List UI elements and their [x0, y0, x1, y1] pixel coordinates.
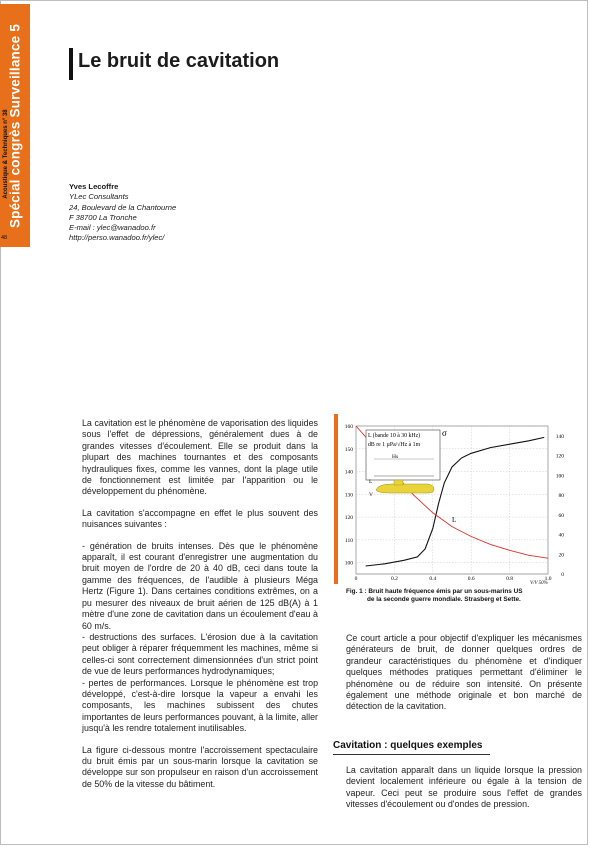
- inset-label-hs: Hs: [392, 454, 399, 460]
- y-left-tick-label: 140: [344, 469, 353, 476]
- paragraph: La figure ci-dessous montre l'accroissement spectaculaire du bruit émis par un sous-marin lorsque la cavitation se développe sur son propulseur en raison d'un accroissement de 50% de la vitesse du bâtiment.: [82, 744, 318, 789]
- author-name: Yves Lecoffre: [69, 182, 119, 191]
- page-title: Le bruit de cavitation: [78, 50, 280, 72]
- y-right-tick-label: 40: [558, 532, 564, 539]
- y-right-tick-label: 80: [558, 493, 564, 500]
- author-line: YLec Consultants: [69, 192, 129, 202]
- author-line: 24, Boulevard de la Chantourne: [69, 202, 177, 212]
- x-tick-label: 0.2: [390, 576, 398, 582]
- caption-line-2: de la seconde guerre mondiale. Strasberg et Sette.: [367, 596, 521, 603]
- paragraph: La cavitation apparaît dans un liquide lorsque la pression devient localement inférieure ou égale à la tension de vapeur. Ceci peut se produire sous l'effet de grandes vitesses d'écoulement ou d'ondes de pression.: [346, 765, 582, 810]
- inset-label-v: V: [369, 492, 373, 498]
- y-left-tick-label: 120: [344, 515, 353, 522]
- x-axis-label: V/V 50%: [530, 581, 548, 586]
- sidebar-band: [0, 4, 30, 247]
- sidebar-journal: Acoustique & Techniques n° 38: [3, 109, 9, 199]
- x-tick-label: 0.8: [506, 576, 514, 582]
- right-column-2: [346, 765, 582, 821]
- y-right-tick-label: 100: [555, 473, 564, 480]
- left-column: [82, 418, 318, 800]
- author-line: F 38700 La Tronche: [69, 212, 137, 222]
- inset-label-l: L: [369, 479, 373, 485]
- author-block: [69, 182, 176, 244]
- x-tick-label: 1.0: [544, 576, 552, 582]
- paragraph: Ce court article a pour objectif d'expliquer les mécanismes générateurs de bruit, de donner quelques ordres de grandeur caractéristiques du phénomène et d'indiquer quelques méthodes pratiques permettant d'éliminer le phénomène ou de réduire son intensité. On présente également une méthode originale et bon marché de détection de la cavitation.: [346, 633, 582, 712]
- sidebar-title: Spécial congrès Surveillance 5: [7, 23, 23, 229]
- legend-line-1: L (bande 10 à 30 kHz): [368, 433, 421, 439]
- x-tick-label: 0: [354, 576, 358, 582]
- x-tick-label: 0.4: [429, 576, 437, 582]
- legend-line-2: dB re 1 µPa/√Hz à 1m: [368, 442, 421, 448]
- figure-caption: [346, 588, 582, 604]
- sigma-label: σ: [442, 428, 447, 438]
- y-left-tick-label: 110: [344, 537, 353, 544]
- author-website[interactable]: http://perso.wanadoo.fr/ylec/: [69, 233, 165, 243]
- submarine-shape: [376, 484, 434, 493]
- paragraph: La cavitation est le phénomène de vaporisation des liquides sous l'effet de dépressions, généralement dues à de grandes vitesses d'écoulement. Elle se produit dans la plupart des machines tournantes et des composants hydrauliques fixes, comme les vannes, dont la plage utile de fonctionnement est limitée par l'apparition ou le développement du phénomène.: [82, 418, 318, 497]
- figure-chart: [334, 414, 584, 602]
- y-left-tick-label: 130: [344, 492, 353, 499]
- y-right-tick-label: 20: [558, 552, 564, 559]
- submarine-tower: [394, 480, 403, 485]
- l-curve-label: L: [452, 516, 457, 524]
- section-heading: Cavitation : quelques exemples: [333, 740, 490, 755]
- y-left-tick-label: 100: [344, 560, 353, 567]
- title-bar: [69, 48, 73, 80]
- y-right-tick-label: 120: [555, 453, 564, 460]
- page-number: 48: [1, 235, 8, 241]
- right-column: [346, 633, 582, 723]
- y-left-tick-label: 150: [344, 446, 353, 453]
- paragraph: - génération de bruits intenses. Dès que le phénomène apparaît, il est courant d'enregistrer une augmentation du bruit moyen de l'ordre de 20 à 40 dB, ceci dans toute la gamme des fréquences, de l'audible à plusieurs Méga Hertz (Figure 1). Dans certaines conditions extrêmes, on a pu mesurer des niveaux de bruit aérien de 125 dB(A) à 1 mètre d'une zone de cavitation dans un écoulement d'eau à 60 m/s.: [82, 540, 318, 631]
- x-tick-label: 0.6: [467, 576, 475, 582]
- paragraph: - pertes de performances. Lorsque le phénomène est trop développé, c'est-à-dire lorsque la vapeur a envahi les composants, les machines subissent des chutes importantes de leurs performances pouvant, à la limite, aller jusqu'à les rendre totalement inutilisables.: [82, 677, 318, 734]
- author-email[interactable]: E-mail : ylec@wanadoo.fr: [69, 223, 156, 233]
- caption-line-1: Fig. 1 : Bruit haute fréquence émis par un sous-marins US: [346, 588, 523, 595]
- paragraph: - destructions des surfaces. L'érosion due à la cavitation peut obliger à réparer fréquemment les machines, même si celles-ci sont correctement dimensionnées d'un strict point de vue de leurs performances hydrodynamiques;: [82, 631, 318, 677]
- y-right-tick-label: 0: [561, 572, 564, 578]
- y-right-tick-label: 60: [558, 512, 564, 519]
- y-right-tick-label: 140: [555, 433, 564, 440]
- y-left-tick-label: 160: [344, 424, 353, 430]
- paragraph: La cavitation s'accompagne en effet le plus souvent des nuisances suivantes :: [82, 507, 318, 530]
